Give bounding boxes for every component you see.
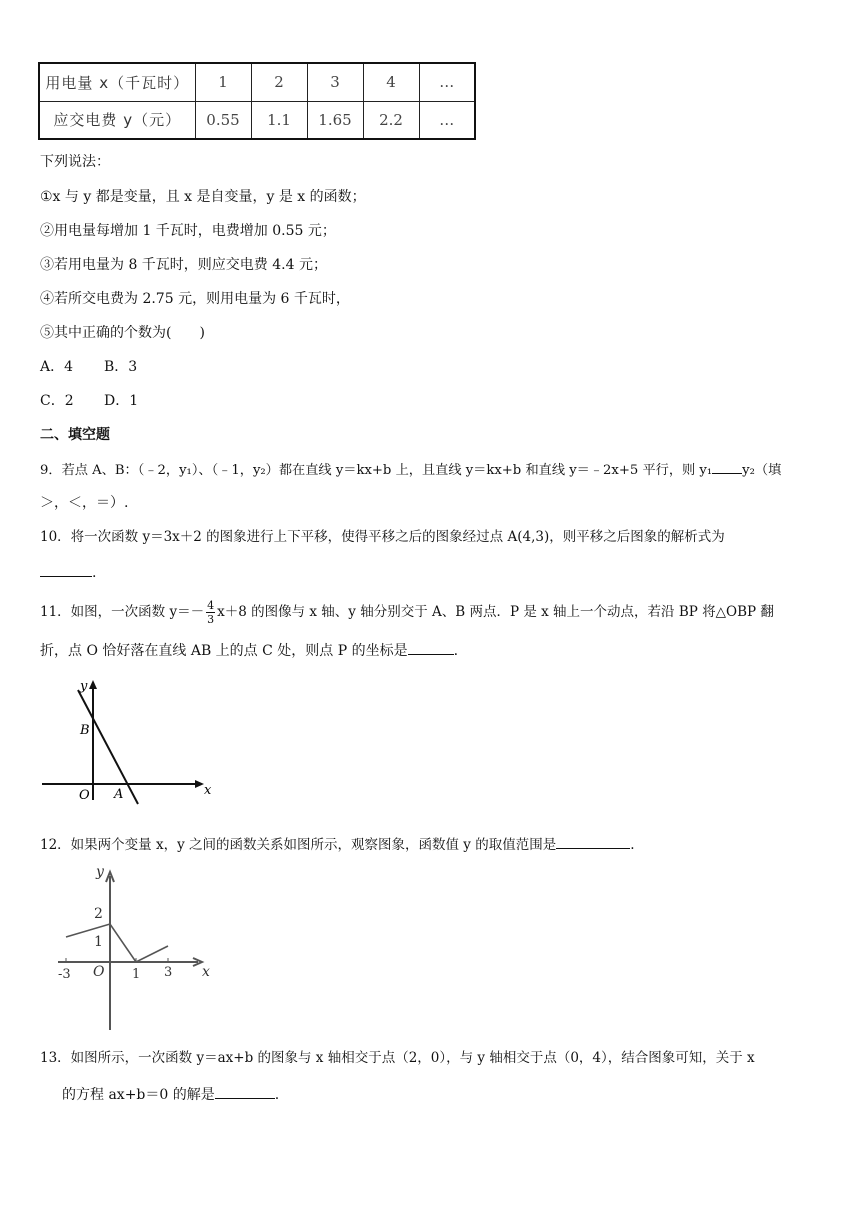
q8-statement-3: ③若用电量为 8 千瓦时，则应交电费 4.4 元；	[40, 257, 327, 273]
table-cell: …	[419, 63, 475, 101]
function-graph	[66, 924, 168, 962]
q8-statement-5: ⑤其中正确的个数为( )	[40, 325, 205, 341]
q10-answer-blank[interactable]	[40, 562, 92, 577]
table-cell: 1.65	[307, 101, 363, 139]
point-a-label: A	[114, 787, 124, 802]
x-axis-arrow-icon	[195, 780, 204, 788]
q8-intro: 下列说法：	[40, 154, 110, 170]
q8-statement-1: ①x 与 y 都是变量，且 x 是自变量，y 是 x 的函数；	[40, 189, 366, 205]
q9-line-1	[40, 459, 781, 481]
q10-period: .	[92, 565, 97, 581]
y-axis-label: y	[80, 679, 88, 694]
q11-line-1	[40, 596, 774, 628]
q13-line-1: 13．如图所示，一次函数 y＝ax+b 的图象与 x 轴相交于点（2，0），与 y 轴相交于点（0，4），结合图象可知，关于 x	[40, 1050, 755, 1066]
q13-line-2	[62, 1084, 279, 1105]
section-title: 二、填空题	[40, 427, 110, 443]
q11-line-2	[40, 640, 458, 661]
x-tick-label-3: 3	[164, 965, 173, 980]
y-axis-arrow-icon	[89, 680, 97, 689]
q12-answer-blank[interactable]	[556, 834, 630, 849]
x-tick-label-neg3: -3	[58, 967, 71, 982]
q12-line-1	[40, 834, 635, 855]
q10-line-1: 10．将一次函数 y＝3x＋2 的图象进行上下平移，使得平移之后的图象经过点 A(4,3)，则平移之后图象的解析式为	[40, 529, 725, 545]
q11-text-a: 11．如图，一次函数 y＝－	[40, 604, 205, 620]
table-header-usage: 用电量 x（千瓦时）	[39, 63, 195, 101]
q13-period: .	[274, 1087, 280, 1103]
q13-text: 的方程 ax+b＝0 的解是	[62, 1087, 215, 1103]
y-tick-label-2: 2	[94, 906, 103, 922]
table-cell: 2.2	[363, 101, 419, 139]
table-row	[39, 63, 475, 101]
q8-option-b: B．3	[104, 359, 138, 375]
table-header-fee: 应交电费 y（元）	[39, 101, 195, 139]
origin-label: O	[79, 788, 90, 803]
table-cell: 1	[195, 63, 251, 101]
point-b-label: B	[80, 723, 90, 738]
origin-label: O	[93, 964, 105, 980]
q8-statement-2: ②用电量每增加 1 千瓦时，电费增加 0.55 元；	[40, 223, 336, 239]
table-cell: 4	[363, 63, 419, 101]
q12-text: 12．如果两个变量 x，y 之间的函数关系如图所示，观察图象，函数值 y 的取值范围是	[40, 837, 557, 853]
q8-option-a: A．4	[40, 359, 74, 375]
table-row	[39, 101, 475, 139]
q8-statement-4: ④若所交电费为 2.75 元，则用电量为 6 千瓦时，	[40, 291, 350, 307]
table-cell: 3	[307, 63, 363, 101]
table-cell: 0.55	[195, 101, 251, 139]
x-axis-label: x	[204, 783, 212, 798]
x-axis-label: x	[202, 964, 210, 980]
q9-text-after: y₂（填	[742, 463, 782, 478]
table-cell: 2	[251, 63, 307, 101]
q9-line-2: ＞，＜，＝）.	[40, 495, 129, 511]
q11-fraction	[206, 599, 215, 626]
q11-fraction-numerator: 4	[207, 599, 215, 612]
q11-text-b: x＋8 的图像与 x 轴、y 轴分别交于 A、B 两点．P 是 x 轴上一个动点，若沿 BP 将△OBP 翻	[217, 604, 774, 620]
q8-option-c: C．2	[40, 393, 74, 409]
q11-figure	[40, 672, 220, 812]
q12-figure	[52, 862, 222, 1034]
y-axis-label: y	[96, 864, 104, 880]
q11-text-2: 折，点 O 恰好落在直线 AB 上的点 C 处，则点 P 的坐标是	[40, 643, 408, 659]
q9-answer-blank[interactable]	[712, 459, 742, 474]
table-cell: …	[419, 101, 475, 139]
y-tick-label-1: 1	[94, 934, 103, 950]
electricity-table	[38, 62, 476, 140]
q11-period: .	[453, 643, 459, 659]
table-cell: 1.1	[251, 101, 307, 139]
q13-answer-blank[interactable]	[215, 1084, 275, 1099]
q10-line-2	[40, 562, 96, 583]
q9-text: 9．若点 A、B：（﹣2，y₁）、（﹣1，y₂）都在直线 y＝kx+b 上，且直线 y＝kx+b 和直线 y＝﹣2x+5 平行，则 y₁	[40, 463, 713, 478]
q11-fraction-denominator: 3	[207, 613, 215, 626]
q12-period: .	[630, 837, 635, 853]
q11-answer-blank[interactable]	[408, 640, 454, 655]
x-tick-label-1: 1	[132, 967, 141, 982]
line-ab	[78, 690, 138, 804]
q8-option-d: D．1	[104, 393, 139, 409]
